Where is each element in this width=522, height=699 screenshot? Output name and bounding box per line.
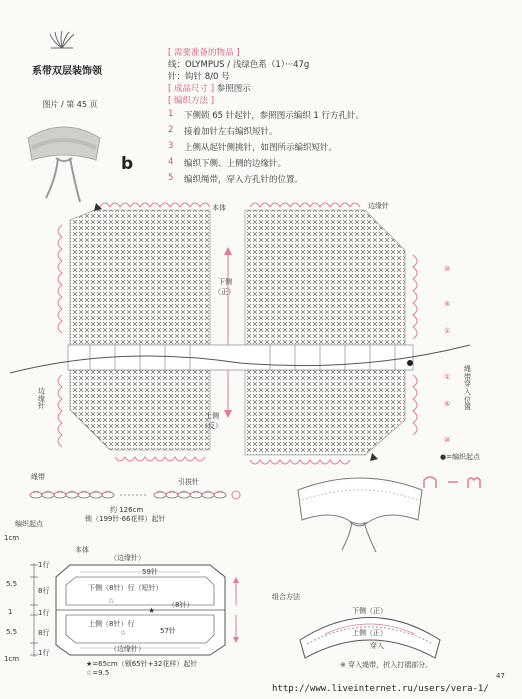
body-side-dim-1: 1cm (4, 534, 20, 542)
assembly-label: 组合方法 (272, 593, 300, 601)
body-side-dim-5: 1cm (4, 655, 20, 663)
row-marker-10-bottom: ⑩ (444, 436, 451, 444)
body-upper-row: 上侧（8针）行 (88, 620, 135, 628)
stitch-symbols-icon (420, 472, 490, 492)
body-dim-label-3: 1行 (38, 609, 50, 617)
legend-start: ●=编织起点 (440, 453, 480, 461)
hook-line: 针：钩针 8/0 号 (168, 72, 230, 82)
body-side-dim-3: 1 (8, 608, 13, 616)
step-2: 2 接着加针左右编织短针。 (168, 125, 278, 137)
assembly-lower: 下侧（正） (352, 607, 387, 615)
body-lower-row: 下侧（8针）行（短针） (88, 584, 163, 592)
chart-label-body: 本体 (212, 204, 226, 212)
figure-letter: b (121, 154, 134, 174)
cord-label: 绳带 (31, 473, 45, 481)
step-1: 1 下侧锁 65 针起针，参照图示编织 1 行方孔针。 (168, 109, 365, 121)
cord-label-right: 引拔针 (178, 478, 199, 486)
body-side-dim-2: 5.5 (6, 580, 18, 588)
svg-text:★: ★ (148, 606, 156, 615)
body-side-dim-4: 5.5 (6, 628, 18, 636)
chart-label-edge: 边缘针 (368, 202, 389, 210)
collar-sketch (290, 470, 430, 570)
assembly-upper: 上侧（正） (352, 629, 387, 637)
chart-label-cord-insert: 绳带穿入位置 (464, 365, 471, 412)
assembly-note: ※ 穿入绳带，折入打褶部分。 (340, 661, 433, 669)
body-mark-text: ★=65cm（锁65针+32花样）起针 (86, 660, 198, 668)
step-4: 4 编织下侧、上侧的边缘针。 (168, 157, 287, 169)
body-width-top: 59针 (142, 568, 158, 576)
step-3: 3 上侧从起针侧挑针，如图所示编织短针。 (168, 141, 338, 153)
chart-label-upper: 上侧 (205, 412, 219, 420)
cord-length: 约 126cm (110, 506, 144, 514)
size-line (168, 82, 498, 94)
chart-label-lower-side: （正） (214, 288, 235, 296)
chart-label-lower: 下侧 (218, 278, 232, 286)
body-diagram-label: 本体 (75, 546, 89, 554)
watermark-url: http://www.liveinternet.ru/users/vera-1/ (272, 684, 489, 694)
svg-text:☆: ☆ (108, 597, 115, 605)
materials-heading: [ 需要准备的物品 ] (168, 48, 240, 58)
ornament-icon (47, 30, 77, 50)
body-row-label: （8针） (168, 601, 194, 609)
row-marker-10-top: ⑩ (444, 265, 451, 273)
body-edge-top: （边缘针） (110, 554, 145, 562)
chart-label-left-edge: 边缘针 (38, 387, 45, 411)
size-heading: [ 成品尺寸 ] (168, 84, 215, 94)
body-dim-label-4: 8行 (38, 629, 50, 637)
body-star-text: ☆=9.5 (86, 669, 110, 677)
instructions-block (168, 46, 498, 189)
page-subtitle: 图片 / 第 45 页 (42, 100, 98, 109)
chart-label-upper-side: （反） (201, 422, 222, 430)
body-dim-label-2: 8行 (38, 587, 50, 595)
svg-text:☆: ☆ (120, 629, 127, 637)
body-edge-bottom: （边缘针） (110, 645, 145, 653)
body-dimension-diagram (20, 555, 250, 675)
cord-chain-text: 锁（199针·66花样）起针 (85, 515, 166, 523)
body-dim-label-1: 1行 (38, 561, 50, 569)
body-width-bottom: 57针 (160, 627, 176, 635)
row-marker-1-top: ① (444, 327, 451, 335)
yarn-line: 线：OLYMPUS / 浅绿色系（1）···47g (168, 60, 310, 70)
page-title: 系带双层装饰领 (32, 66, 102, 77)
page-number: 47 (496, 672, 505, 680)
body-dim-label-5: 1行 (38, 649, 50, 657)
assembly-insert: 穿入 (370, 642, 384, 650)
method-heading: [ 编织方法 ] (168, 96, 215, 106)
row-marker-5-bottom: ⑤ (444, 400, 451, 408)
cord-start: 编织起点 (15, 520, 43, 528)
cord-diagram (22, 484, 247, 506)
row-marker-5-top: ⑤ (444, 300, 451, 308)
size-text: 参照图示 (216, 84, 251, 94)
row-marker-1-bottom: ① (444, 373, 451, 381)
step-5: 5 编织绳带，穿入方孔针的位置。 (168, 173, 304, 185)
